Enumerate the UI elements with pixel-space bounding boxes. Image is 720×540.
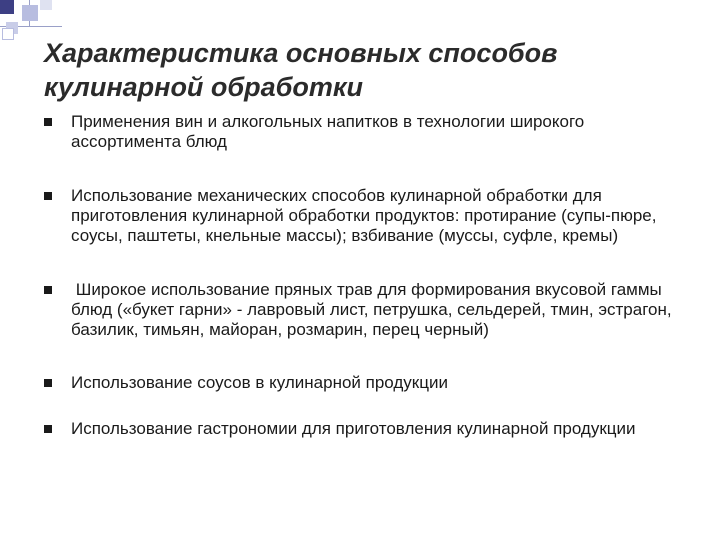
- bullet-text: Применения вин и алкогольных напитков в технологии широкого ассортимента блюд: [71, 112, 585, 151]
- slide-title: Характеристика основных способов кулинарной обработки: [44, 38, 558, 102]
- decoration-square: [2, 28, 14, 40]
- bullet-item: [44, 280, 694, 340]
- square-bullet-icon: [44, 286, 52, 294]
- bullet-text: Использование соусов в кулинарной продукции: [71, 373, 448, 392]
- bullet-text: Использование механических способов кулинарной обработки для приготовления кулинарной обработки продуктов: протирание (супы-пюре, соусы, паштеты, кнельные массы); взбивание (муссы, суфле, кремы): [71, 186, 657, 245]
- bullet-item: [44, 419, 694, 439]
- square-bullet-icon: [44, 192, 52, 200]
- bullet-text: Использование гастрономии для приготовления кулинарной продукции: [71, 419, 636, 438]
- decoration-square: [40, 0, 52, 10]
- square-bullet-icon: [44, 379, 52, 387]
- square-bullet-icon: [44, 425, 52, 433]
- decoration-square: [0, 0, 14, 14]
- bullet-text: Широкое использование пряных трав для формирования вкусовой гаммы блюд («букет гарни» - лавровый лист, петрушка, сельдерей, тмин, эстрагон, базилик, тимьян, майоран, розмарин, перец черный): [71, 280, 677, 339]
- decoration-square: [22, 5, 38, 21]
- bullet-item: [44, 186, 694, 246]
- bullet-list: [44, 112, 694, 439]
- square-bullet-icon: [44, 118, 52, 126]
- bullet-item: [44, 112, 694, 152]
- bullet-item: [44, 373, 694, 393]
